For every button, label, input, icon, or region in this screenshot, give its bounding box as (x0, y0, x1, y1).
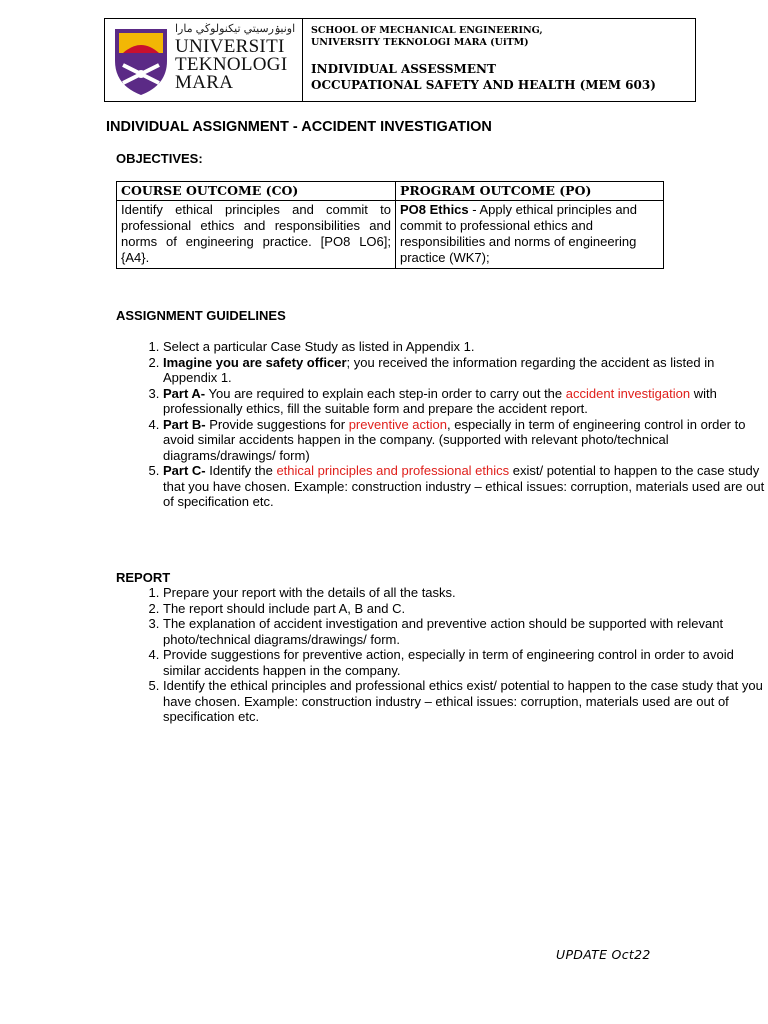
objectives-heading: OBJECTIVES: (116, 151, 203, 166)
co-cell: Identify ethical principles and commit to professional ethics and responsibilities and norms of engineering practice. [PO8 LO6];{A4}. (117, 201, 396, 269)
list-item (163, 355, 768, 386)
list-item (163, 417, 768, 464)
assessment-type: INDIVIDUAL ASSESSMENT (311, 62, 496, 76)
item-text: Provide suggestions for (205, 416, 349, 432)
school-line-2: UNIVERSITY TEKNOLOGI MARA (UiTM) (311, 37, 529, 48)
item-text: You are required to explain each step-in order to carry out the (205, 385, 566, 401)
po-label: PO8 Ethics (400, 202, 469, 217)
uitm-crest-icon (109, 23, 173, 97)
item-bold: Part A- (163, 385, 206, 401)
logo-arabic-text: اونيۏرسيتي تيكنولوڬي مارا (175, 23, 296, 35)
item-text: ; you received the information regarding the accident as listed in Appendix 1. (163, 354, 715, 385)
item-bold: Imagine you are safety officer (163, 354, 347, 370)
po-text: - Apply ethical principles and commit to professional ethics and responsibilities and norms of engineering practice (WK7); (400, 202, 638, 265)
report-list (138, 585, 768, 725)
item-text: Select a particular Case Study as listed in Appendix 1. (163, 339, 475, 354)
item-highlight: preventive action (348, 416, 447, 432)
logo-word-universiti: UNIVERSITI (175, 36, 285, 57)
item-bold: Part C- (163, 463, 206, 478)
logo-word-teknologi: TEKNOLOGI (175, 54, 288, 75)
co-header: COURSE OUTCOME (CO) (117, 182, 396, 201)
list-item (163, 463, 768, 510)
item-bold: Part B- (163, 416, 206, 432)
po-cell (396, 201, 664, 269)
list-item (163, 339, 768, 355)
document-header (104, 18, 696, 102)
course-name: OCCUPATIONAL SAFETY AND HEALTH (MEM 603) (311, 78, 656, 92)
guidelines-list (138, 339, 768, 510)
page-title: INDIVIDUAL ASSIGNMENT - ACCIDENT INVESTIGATION (106, 119, 492, 135)
table-header-row (117, 182, 664, 201)
item-highlight: ethical principles and professional ethics (276, 463, 510, 478)
item-text: exist/ potential to happen to the case study that you have chosen. Example: construction industry – ethical issues: corruption, materials used are out of specification etc. (163, 463, 765, 509)
list-item: 5. Identify the ethical principles and professional ethics exist/ potential to happen to the case study that you have chosen. Example: construction industry – ethical issues: corruption, materials used are out of specification etc. (163, 678, 768, 725)
report-heading: REPORT (116, 570, 171, 585)
po-header: PROGRAM OUTCOME (PO) (396, 182, 664, 201)
update-footer: UPDATE Oct22 (556, 947, 651, 962)
header-info (303, 19, 695, 101)
school-line-1: SCHOOL OF MECHANICAL ENGINEERING, (311, 25, 543, 36)
logo-word-mara: MARA (175, 72, 234, 93)
item-text: , especially in term of engineering control in order to avoid similar accidents happen in the company. (supported with relevant photo/technical diagrams/drawings/ form) (163, 416, 746, 463)
list-item: 3. The explanation of accident investigation and preventive action should be supported with relevant photo/technical diagrams/drawings/ form. (163, 616, 768, 647)
table-row (117, 201, 664, 269)
list-item: 4. Provide suggestions for preventive action, especially in term of engineering control in order to avoid similar accidents happen in the company. (163, 647, 768, 678)
list-item: 2. The report should include part A, B and C. (163, 601, 768, 617)
item-text: Identify the (205, 463, 277, 478)
guidelines-heading: ASSIGNMENT GUIDELINES (116, 308, 286, 323)
school-name (311, 25, 543, 49)
item-highlight: accident investigation (565, 385, 691, 401)
outcomes-table (116, 181, 664, 269)
item-text: with professionally ethics, fill the suitable form and prepare the accident report. (163, 385, 717, 416)
assessment-info (311, 61, 656, 93)
list-item (163, 386, 768, 417)
list-item: 1. Prepare your report with the details of all the tasks. (163, 585, 768, 601)
uitm-logo (105, 19, 303, 101)
